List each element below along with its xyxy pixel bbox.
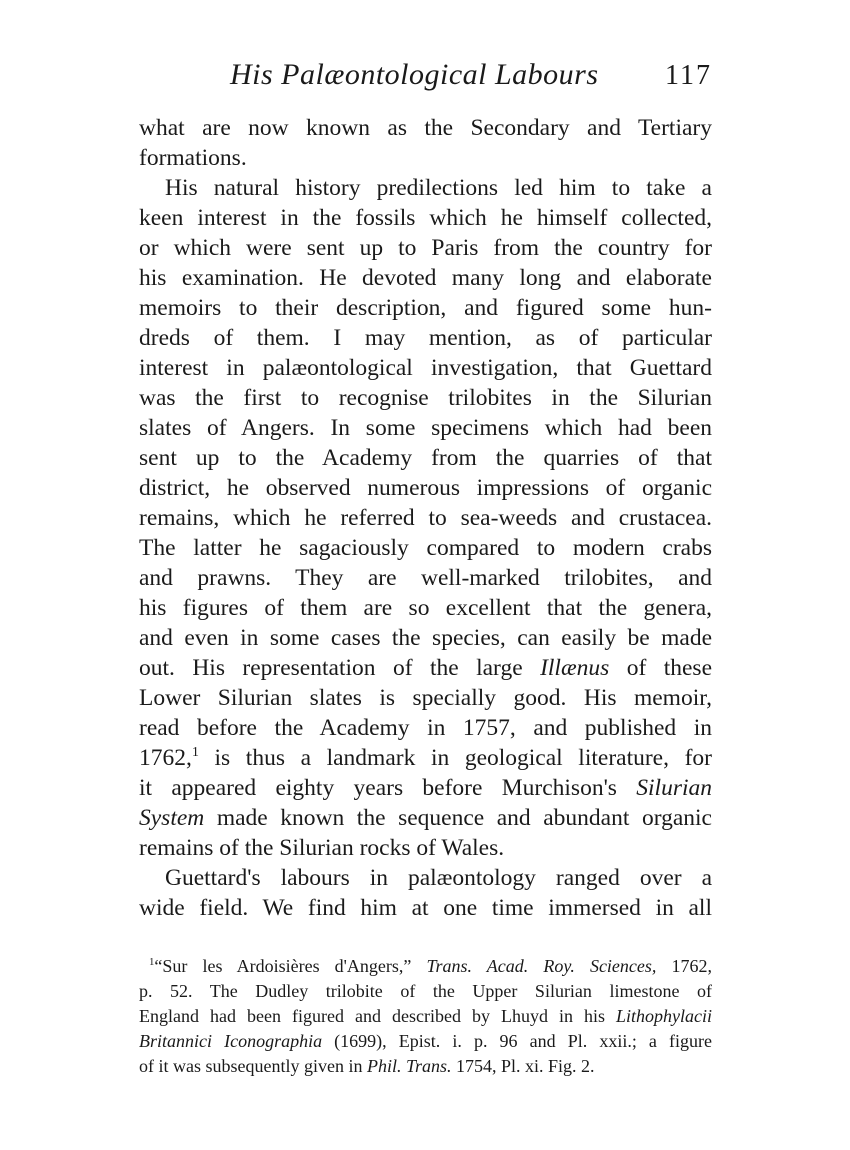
footnote-text: 1762, bbox=[656, 956, 712, 976]
body-line bbox=[139, 803, 712, 833]
body-line: what are now known as the Secondary and Tertiary bbox=[139, 115, 712, 141]
italic-term: Silurian bbox=[636, 775, 712, 801]
body-line bbox=[139, 653, 712, 683]
body-text bbox=[139, 113, 712, 923]
body-line: his examination. He devoted many long and elaborate bbox=[139, 265, 712, 291]
body-line: Lower Silurian slates is specially good. His memoir, bbox=[139, 685, 712, 711]
footnote-line bbox=[139, 1054, 712, 1079]
body-line-text: out. His representation of the large bbox=[139, 655, 541, 681]
footnote-reference: 1 bbox=[191, 744, 199, 761]
body-line: wide field. We find him at one time immersed in all bbox=[139, 895, 712, 921]
body-line: his figures of them are so excellent that the genera, bbox=[139, 595, 712, 621]
paragraph-start-line: Guettard's labours in palæontology ranged over a bbox=[165, 865, 712, 891]
body-line bbox=[139, 743, 712, 773]
body-line: read before the Academy in 1757, and published in bbox=[139, 715, 712, 741]
footnote-text: of it was subsequently given in bbox=[139, 1056, 367, 1076]
body-line: district, he observed numerous impressions of organic bbox=[139, 475, 712, 501]
footnote-text: (1699), Epist. i. p. 96 and Pl. xxii.; a figure bbox=[322, 1031, 712, 1051]
italic-term: Illænus bbox=[540, 655, 610, 681]
body-line: keen interest in the fossils which he himself collected, bbox=[139, 205, 712, 231]
body-line: and prawns. They are well-marked trilobites, and bbox=[139, 565, 712, 591]
body-line: memoirs to their description, and figured some hun- bbox=[139, 295, 712, 321]
italic-term: System bbox=[139, 805, 205, 831]
body-line-text: 1762, bbox=[139, 745, 192, 771]
footnote bbox=[139, 954, 712, 1079]
body-line: The latter he sagaciously compared to modern crabs bbox=[139, 535, 712, 561]
body-line-text: of these bbox=[609, 655, 712, 681]
footnote-text: England had been figured and described by Lhuyd in his bbox=[139, 1006, 616, 1026]
body-line-text: made known the sequence and abundant organic bbox=[204, 805, 712, 831]
footnote-italic: Lithophylacii bbox=[616, 1006, 712, 1026]
body-line: dreds of them. I may mention, as of particular bbox=[139, 325, 712, 351]
paragraph-start-line: His natural history predilections led him to take a bbox=[165, 175, 712, 201]
body-line: remains, which he referred to sea-weeds and crustacea. bbox=[139, 505, 712, 531]
body-line bbox=[139, 773, 712, 803]
footnote-italic: Phil. Trans. bbox=[366, 1056, 452, 1076]
footnote-text: 1754, Pl. xi. Fig. 2. bbox=[451, 1056, 595, 1076]
footnote-line bbox=[139, 1004, 712, 1029]
footnote-line: p. 52. The Dudley trilobite of the Upper Silurian limestone of bbox=[139, 981, 712, 1001]
footnote-line bbox=[139, 954, 712, 979]
footnote-line bbox=[139, 1029, 712, 1054]
body-line: was the first to recognise trilobites in the Silurian bbox=[139, 385, 712, 411]
body-line: formations. bbox=[139, 145, 247, 171]
body-line: slates of Angers. In some specimens which had been bbox=[139, 415, 712, 441]
footnote-italic: Trans. Acad. Roy. Sciences, bbox=[426, 956, 657, 976]
body-line: remains of the Silurian rocks of Wales. bbox=[139, 835, 505, 861]
page-number: 117 bbox=[665, 60, 712, 91]
body-line: and even in some cases the species, can easily be made bbox=[139, 625, 712, 651]
footnote-marker: 1 bbox=[149, 956, 155, 968]
body-line-text: it appeared eighty years before Murchison's bbox=[139, 775, 637, 801]
footnote-text: “Sur les Ardoisières d'Angers,” bbox=[154, 956, 427, 976]
body-line: sent up to the Academy from the quarries of that bbox=[139, 445, 712, 471]
body-line-text: is thus a landmark in geological literature, for bbox=[198, 745, 712, 771]
running-head bbox=[230, 58, 712, 98]
footnote-italic: Britannici Iconographia bbox=[139, 1031, 323, 1051]
running-title: His Palæontological Labours bbox=[230, 58, 599, 91]
body-line: or which were sent up to Paris from the country for bbox=[139, 235, 712, 261]
body-line: interest in palæontological investigation, that Guettard bbox=[139, 355, 712, 381]
